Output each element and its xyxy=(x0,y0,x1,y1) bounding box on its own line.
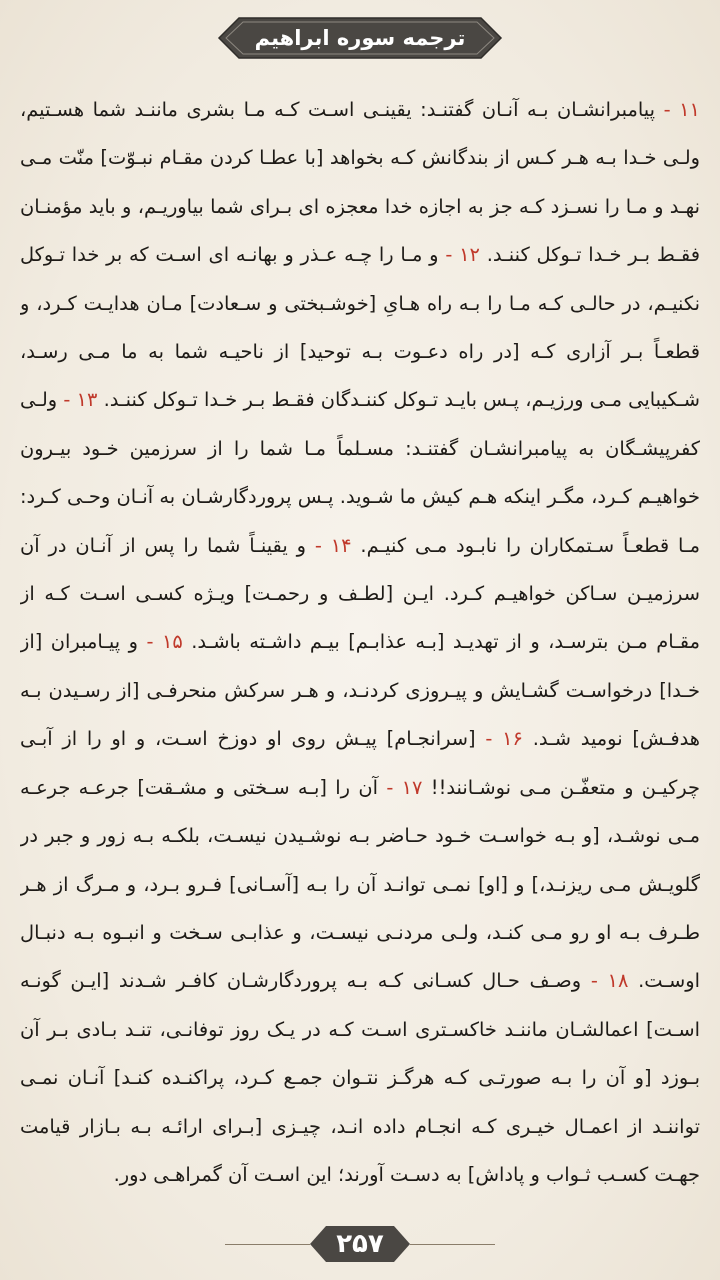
translation-text xyxy=(20,86,700,1210)
verse-text-14: و یقینـاً شما را پس از آنـان در آن سرزمیـن سـاکن خواهیـم کـرد. ایـن [لطـف و رحمـت] ویـژه کسـی اسـت کـه از مقـام مـن بترسـد، و از تهدیـد [بـه عذابـم] بیـم داشـته باشـد. xyxy=(20,533,700,654)
verse-number-15: ۱۵ - xyxy=(146,630,183,654)
verse-number-11: ۱۱ - xyxy=(663,98,700,121)
verse-number-14: ۱۴ - xyxy=(314,533,352,557)
footer-divider-right xyxy=(410,1244,495,1245)
verse-text-11: پیامبرانشـان بـه آنـان گفتنـد: یقینـی اسـت کـه مـا بشری ماننـد شما هسـتیم، ولـی خـدا بـه هـر کـس از بندگانش کـه بخواهد [با عطـا کردن مقـام نبـوّت] منّت مـی نهـد و مـا را نسـزد کـه جز به اجازه خدا معجزه ای بـرای شما بیاوریـم، و باید مؤمنـان فقـط بـر خـدا تـوکل کننـد. xyxy=(20,98,700,267)
verse-text-15: و پیـامبران [از خـدا] درخواسـت گشـایش و پیـروزی کردنـد، و هـر سرکش منحرفـی [از رسـیدن بـه هدفـش] نومید شـد. xyxy=(20,630,700,751)
footer-divider-left xyxy=(225,1244,310,1245)
verse-number-18: ۱۸ - xyxy=(590,969,629,993)
verse-number-16: ۱۶ - xyxy=(485,727,523,751)
title-banner xyxy=(215,14,505,62)
verse-text-18: وصـف حـال کسـانی کـه بـه پروردگارشـان کافـر شـدند [ایـن گونـه اسـت] اعمالشـان ماننـد خاکسـتری اسـت کـه در یـک روز توفانـی، تنـد بـادی بـر آن بـوزد [و آن را بـه صورتـی کـه هرگـز نتـوان جمـع کـرد، پراکنـده کنـد] آنـان نمـی تواننـد از اعمـال خیـری کـه انجـام داده انـد، چیـزی [بـرای ارائـه بـه بـازار قیامت جهـت کسـب ثـواب و پاداش] به دسـت آورند؛ این اسـت آن گمراهـی دور. xyxy=(20,969,700,1186)
verse-text-13: ولـی کفرپیشـگان به پیامبرانشـان گفتنـد: مسـلماً مـا شما را از سرزمین خـود بیـرون خواهیـم کـرد، مگـر اینکه هـم کیش ما شـوید. پـس پروردگارشـان به آنـان وحـی کـرد: مـا قطعـاً سـتمکاران را نابـود مـی کنیـم. xyxy=(20,388,700,557)
page-number-badge xyxy=(308,1224,412,1264)
verse-text-12: و مـا را چـه عـذر و بهانـه ای اسـت که بر خدا تـوکل نکنیـم، در حالـی کـه مـا را بـه راه هـایِ [خوشـبختی و سـعادت] مـان هدایـت کـرد، و قطعـاً بـر آزاری کـه [در راه دعـوت بـه توحید] از ناحیـه شما به ما مـی رسـد، شـکیبایی مـی ورزیـم، پـس بایـد تـوکل کننـدگان فقـط بـر خـدا تـوکل کننـد. xyxy=(20,243,700,412)
page-number: ۲۵۷ xyxy=(336,1229,384,1259)
verse-number-17: ۱۷ - xyxy=(386,775,423,799)
verse-text-16: [سرانجـام] پیـش روی او دوزخ اسـت، و او را از آبـی چرکیـن و متعفّـن مـی نوشـانند!! xyxy=(20,727,700,799)
verse-number-12: ۱۲ - xyxy=(445,243,480,267)
page-title: ترجمه سوره ابراهیم xyxy=(254,26,466,50)
verse-text-17: آن را [بـه سـختی و مشـقت] جرعـه جرعـه مـی نوشـد، [و بـه خواسـت خـود حـاضر بـه نوشـیدن نیسـت، بلکـه بـه زور و جبر در گلویـش مـی ریزنـد،] و [او] نمـی توانـد آن را بـه [آسـانی] فـرو بـرد، و مـرگ از هـر طـرف بـه او رو مـی کنـد، ولـی مردنـی نیسـت، و عذابـی سـخت و انبـوه بـه دنبـال اوسـت. xyxy=(20,775,700,993)
verse-number-13: ۱۳ - xyxy=(63,388,98,412)
page-footer xyxy=(0,1220,720,1268)
